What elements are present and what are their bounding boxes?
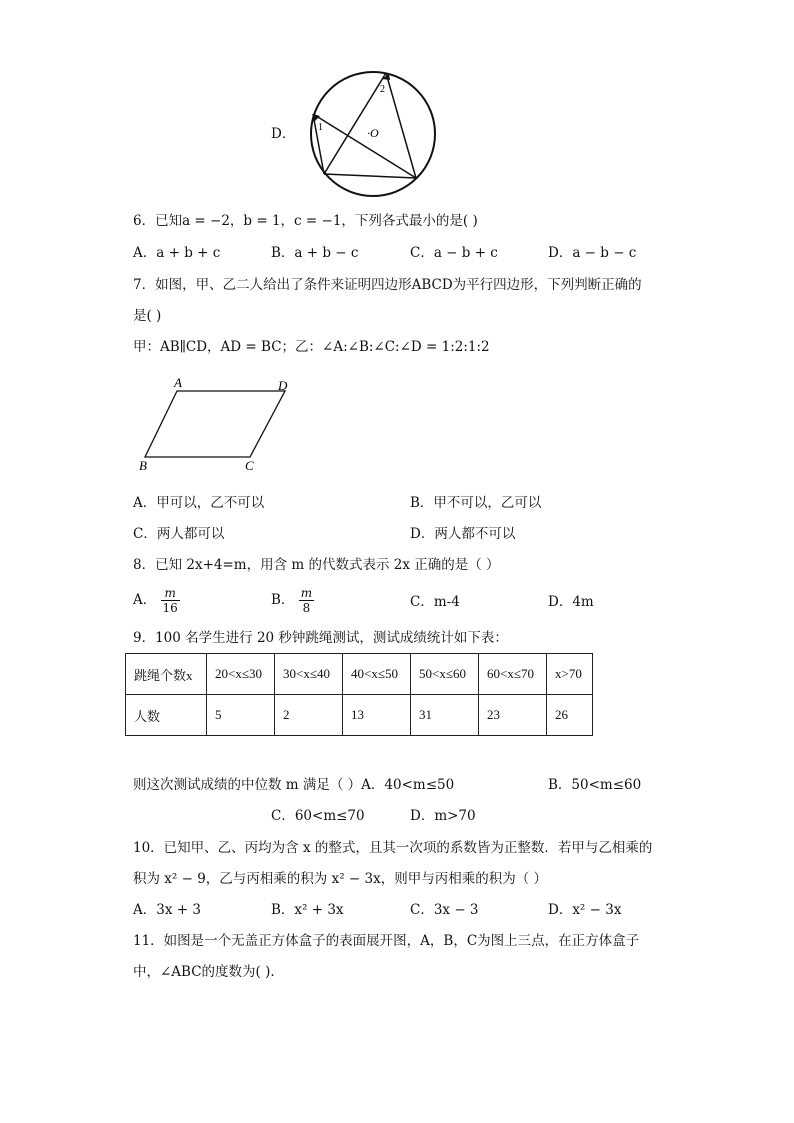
table-cell: 2 (275, 695, 343, 736)
table-cell: 60<x≤70 (479, 654, 547, 695)
table-cell: 30<x≤40 (275, 654, 343, 695)
q8-option-b-prefix: B． (271, 592, 295, 608)
q9-question: 则这次测试成绩的中位数 m 满足（ ）A．40<m≤50 (133, 777, 455, 793)
vertex-b-label: B (139, 458, 147, 473)
table-cell: 13 (343, 695, 411, 736)
table-cell: 5 (207, 695, 275, 736)
q7-option-b[interactable]: B．甲不可以，乙可以 (410, 495, 542, 511)
q8-option-d[interactable]: D．4m (548, 594, 594, 610)
q6-option-d[interactable]: D．a − b − c (548, 245, 637, 261)
q6-option-c[interactable]: C．a − b + c (410, 245, 498, 261)
q7-stem-line2: 是( ) (133, 308, 162, 324)
q9-stat-table (125, 653, 593, 736)
q9-option-d[interactable]: D．m>70 (410, 808, 476, 824)
table-cell: 26 (547, 695, 593, 736)
table-cell: 跳绳个数x (126, 654, 207, 695)
chord-4 (324, 73, 386, 174)
table-row (126, 654, 593, 695)
table-cell: 人数 (126, 695, 207, 736)
q5-circle-figure (300, 66, 445, 206)
table-cell: 40<x≤50 (343, 654, 411, 695)
q9-option-c[interactable]: C．60<m≤70 (271, 808, 365, 824)
chord-3 (324, 174, 416, 178)
table-cell: 31 (411, 695, 479, 736)
q7-option-c[interactable]: C．两人都可以 (133, 526, 225, 542)
q7-option-d[interactable]: D．两人都不可以 (410, 526, 516, 542)
parallelogram-abcd (145, 391, 285, 457)
q10-stem-line2: 积为 x² − 9，乙与丙相乘的积为 x² − 3x，则甲与丙相乘的积为（ ） (133, 871, 548, 887)
q8-option-b-numerator: m (300, 586, 313, 600)
q8-option-a-numerator: m (161, 586, 180, 601)
q11-stem-line2: 中，∠ABC的度数为( ). (133, 964, 275, 980)
vertex-a-label: A (174, 375, 182, 390)
q5-option-d-label: D． (271, 126, 296, 142)
q11-stem-line1: 11．如图是一个无盖正方体盒子的表面展开图，A，B，C为图上三点，在正方体盒子 (133, 933, 640, 949)
q8-option-a[interactable] (133, 586, 180, 615)
q10-option-d[interactable]: D．x² − 3x (548, 902, 622, 918)
table-cell: 23 (479, 695, 547, 736)
table-cell: 50<x≤60 (411, 654, 479, 695)
q9-option-b[interactable]: B．50<m≤60 (548, 777, 642, 793)
q6-option-b[interactable]: B．a + b − c (271, 245, 359, 261)
angle-1-label: 1 (318, 122, 323, 133)
center-label: ·O (367, 126, 379, 140)
q7-option-a[interactable]: A．甲可以，乙不可以 (133, 495, 265, 511)
q6-option-a[interactable]: A．a + b + c (133, 245, 221, 261)
table-cell: 20<x≤30 (207, 654, 275, 695)
vertex-c-label: C (245, 458, 254, 473)
q8-option-a-fraction (161, 586, 180, 615)
q7-stem-line1: 7．如图，甲、乙二人给出了条件来证明四边形ABCD为平行四边形，下列判断正确的 (133, 277, 642, 293)
q10-option-a[interactable]: A．3x + 3 (133, 902, 201, 918)
q8-stem: 8．已知 2x+4=m，用含 m 的代数式表示 2x 正确的是（ ） (133, 557, 500, 573)
q8-option-b-fraction (299, 586, 314, 615)
q9-stem: 9．100 名学生进行 20 秒钟跳绳测试，测试成绩统计如下表： (133, 630, 508, 646)
q8-option-a-prefix: A． (133, 592, 157, 608)
table-row (126, 695, 593, 736)
q8-option-a-denominator: 16 (162, 601, 178, 615)
q10-stem-line1: 10．已知甲、乙、丙均为含 x 的整式，且其一次项的系数皆为正整数．若甲与乙相乘的 (133, 840, 653, 856)
q8-option-c[interactable]: C．m-4 (410, 594, 460, 610)
q10-option-b[interactable]: B．x² + 3x (271, 902, 344, 918)
q10-option-c[interactable]: C．3x − 3 (410, 902, 479, 918)
q6-stem: 6．已知a = −2，b = 1，c = −1，下列各式最小的是( ) (133, 213, 478, 229)
q8-option-b-denominator: 8 (302, 601, 311, 615)
vertex-d-label: D (278, 378, 288, 393)
q7-conditions: 甲：AB∥CD，AD = BC；乙：∠A:∠B:∠C:∠D = 1:2:1:2 (133, 339, 490, 355)
angle-2-label: 2 (380, 84, 385, 95)
q8-option-b[interactable] (271, 586, 314, 615)
q7-parallelogram-figure (135, 373, 305, 473)
table-cell: x>70 (547, 654, 593, 695)
